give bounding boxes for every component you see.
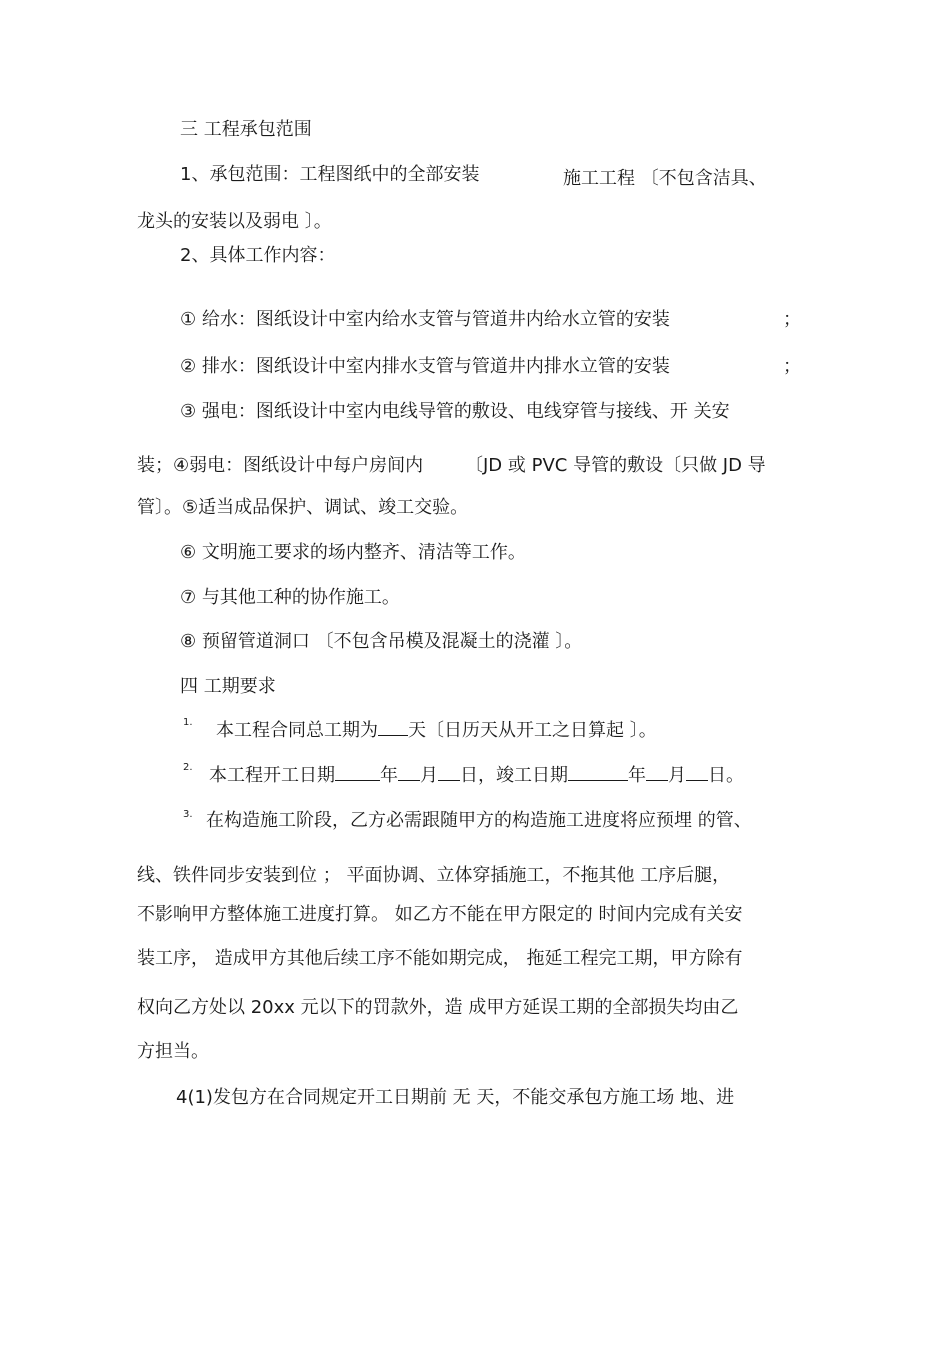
duration-blank [378, 717, 408, 736]
scope-item-1-part-c: 龙头的安装以及弱电 〕。 [137, 211, 332, 232]
period-item-3-line-1: 在构造施工阶段，乙方必需跟随甲方的构造施工进度将应预埋 的管、 [206, 810, 752, 831]
work-item-2-end: ； [783, 356, 801, 377]
period-item-3-line-6: 方担当。 [137, 1041, 209, 1062]
work-item-1-end: ； [783, 309, 801, 330]
start-year-label: 年 [380, 765, 398, 786]
period-item-1 [216, 717, 657, 743]
period-item-3-number: 3. [183, 809, 193, 820]
work-item-1: ① 给水：图纸设计中室内给水支管与管道井内给水立管的安装 [180, 309, 670, 330]
end-year-blank [568, 762, 628, 781]
end-year-label: 年 [628, 765, 646, 786]
end-day-label: 日。 [708, 765, 744, 786]
period-item-1-text-a: 本工程合同总工期为 [216, 720, 378, 741]
work-item-6: ⑥ 文明施工要求的场内整齐、清洁等工作。 [180, 542, 526, 563]
scope-item-1-part-b: 施工工程 〔不包含洁具、 [563, 168, 767, 189]
period-item-2 [209, 762, 744, 788]
period-item-1-number: 1. [183, 717, 193, 728]
end-month-blank [646, 762, 668, 781]
work-item-7: ⑦ 与其他工种的协作施工。 [180, 587, 400, 608]
period-item-3-line-2: 线、铁件同步安装到位 ； 平面协调、立体穿插施工，不拖其他 工序后腿， [137, 865, 731, 886]
work-item-3-cont-a: 装；④弱电：图纸设计中每户房间内 [137, 455, 424, 476]
work-item-2: ② 排水：图纸设计中室内排水支管与管道井内排水立管的安装 [180, 356, 670, 377]
start-day-blank [438, 762, 460, 781]
start-month-blank [398, 762, 420, 781]
start-year-blank [335, 762, 380, 781]
end-month-label: 月 [668, 765, 686, 786]
scope-item-2: 2、具体工作内容： [180, 245, 336, 266]
period-item-2-number: 2. [183, 762, 193, 773]
end-date-label: 日，竣工日期 [460, 765, 568, 786]
section-4-heading: 四 工期要求 [180, 676, 276, 697]
start-month-label: 月 [420, 765, 438, 786]
work-item-8: ⑧ 预留管道洞口 〔不包含吊模及混凝土的浇灌 〕。 [180, 631, 583, 652]
start-date-label: 本工程开工日期 [209, 765, 335, 786]
period-item-3-line-4: 装工序， 造成甲方其他后续工序不能如期完成， 拖延工程完工期，甲方除有 [137, 948, 743, 969]
end-day-blank [686, 762, 708, 781]
period-item-3-line-3: 不影响甲方整体施工进度打算。 如乙方不能在甲方限定的 时间内完成有关安 [137, 904, 743, 925]
section-3-heading: 三 工程承包范围 [180, 119, 312, 140]
work-item-3: ③ 强电：图纸设计中室内电线导管的敷设、电线穿管与接线、开 关安 [180, 401, 730, 422]
scope-item-1-part-a: 1、承包范围：工程图纸中的全部安装 [180, 164, 480, 185]
work-item-3-cont-b: 〔JD 或 PVC 导管的敷设〔只做 JD 导 [465, 455, 766, 476]
work-item-3-cont-c: 管〕。⑤适当成品保护、调试、竣工交验。 [137, 497, 469, 518]
period-item-4: 4(1)发包方在合同规定开工日期前 无 天，不能交承包方施工场 地、进 [176, 1087, 735, 1108]
period-item-1-text-b: 天〔日历天从开工之日算起 〕。 [408, 720, 657, 741]
period-item-3-line-5: 权向乙方处以 20xx 元以下的罚款外，造 成甲方延误工期的全部损失均由乙 [137, 997, 739, 1018]
